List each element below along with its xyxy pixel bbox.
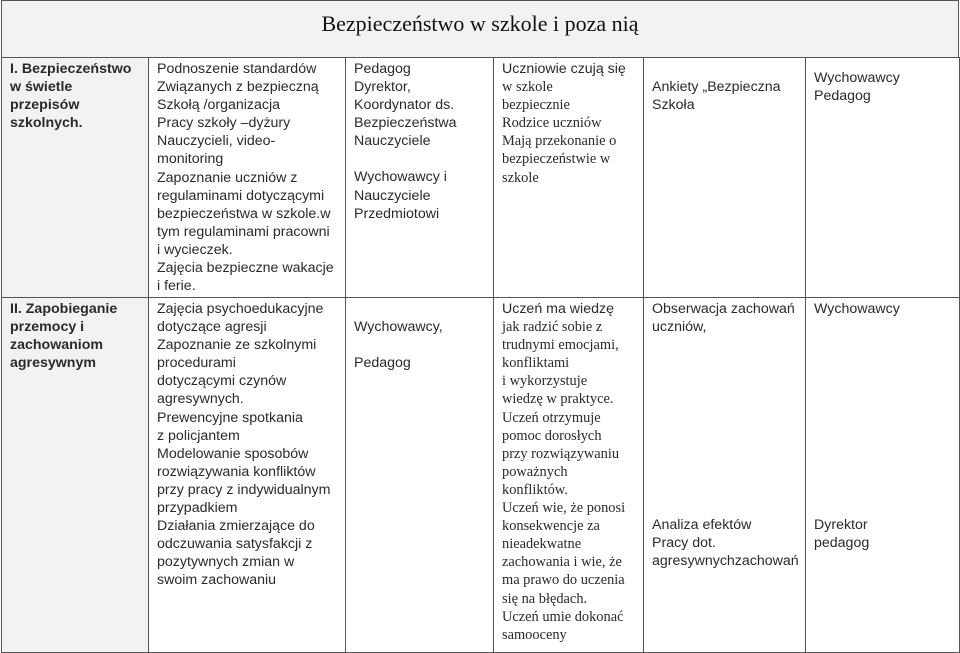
effect-line: zachowania i wie, że: [502, 554, 622, 571]
area-line: przepisów: [10, 97, 80, 114]
effect-line: samooceny: [502, 626, 567, 643]
task-line: Związanych z bezpieczną: [157, 79, 319, 96]
effect-line: Uczeń wie, że ponosi: [502, 500, 626, 517]
responsible-cell: [346, 58, 494, 298]
task-line: Działania zmierzające do: [157, 518, 315, 535]
effect-line: bezpieczeństwie w: [502, 151, 611, 168]
task-line: procedurami: [157, 355, 236, 372]
task-line: z policjantem: [157, 427, 240, 444]
evaluation-cell: [644, 58, 806, 298]
evaluation-line: Analiza efektów: [652, 517, 752, 534]
task-line: Nauczycieli, video-: [157, 133, 276, 150]
task-line: Zapoznanie uczniów z: [157, 169, 298, 186]
responsible-line: Pedagog: [354, 61, 411, 77]
task-line: dotyczące agresji: [157, 319, 267, 336]
table-row: [2, 298, 960, 653]
evaluator-cell: [806, 58, 960, 298]
area-line: w świetle: [10, 79, 73, 96]
title-band: [1, 0, 959, 58]
effect-line: poważnych: [502, 463, 568, 480]
plan-table: [1, 57, 960, 653]
task-line: i ferie.: [157, 278, 196, 295]
responsible-line: Nauczyciele: [354, 187, 431, 204]
effect-line: Uczeń otrzymuje: [502, 409, 601, 426]
effect-line: trudnymi emocjami,: [502, 337, 619, 354]
effect-line: przy rozwiązywaniu: [502, 445, 620, 462]
effect-line: konfliktami: [502, 355, 570, 372]
task-line: swoim zachowaniu: [157, 572, 277, 589]
evaluator-cell: [806, 298, 960, 653]
effect-line: Rodzice uczniów: [502, 115, 602, 132]
task-line: Zapoznanie ze szkolnymi: [157, 337, 317, 354]
effects-cell: [494, 58, 644, 298]
responsible-line: Pedagog: [354, 355, 411, 372]
page-title: Bezpieczeństwo w szkole i poza nią: [321, 11, 639, 36]
evaluator-line: Wychowawcy: [814, 70, 900, 86]
responsible-line: Bezpieczeństwa: [354, 115, 457, 132]
evaluation-cell: [644, 298, 806, 653]
evaluator-line: Dyrektor: [814, 517, 868, 534]
evaluation-line: agresywnychzachowań: [652, 553, 799, 570]
task-line: Modelowanie sposobów: [157, 445, 309, 462]
task-line: odczuwania satysfakcji z: [157, 536, 313, 553]
task-line: agresywnych.: [157, 391, 244, 408]
task-line: Pracy szkoły –dyżury: [157, 115, 291, 132]
responsible-line: Nauczyciele: [354, 133, 431, 150]
task-line: Zajęcia bezpieczne wakacje: [157, 260, 334, 277]
area-line: I. Bezpieczeństwo: [10, 61, 132, 77]
area-line: przemocy i: [10, 319, 85, 336]
evaluation-line: uczniów,: [652, 319, 707, 336]
task-line: Zajęcia psychoedukacyjne: [157, 301, 324, 317]
effect-line: szkole: [502, 169, 539, 186]
area-line: agresywnym: [10, 355, 96, 372]
responsible-line: Dyrektor,: [354, 79, 411, 96]
evaluation-line: Pracy dot.: [652, 535, 716, 552]
task-line: bezpieczeństwa w szkole.w: [157, 205, 331, 222]
evaluation-line: Szkoła: [652, 97, 695, 114]
evaluation-line: Obserwacja zachowań: [652, 301, 795, 317]
area-cell: [2, 58, 149, 298]
effect-line: jak radzić sobie z: [502, 319, 603, 336]
evaluator-line: Wychowawcy: [814, 301, 900, 317]
area-line: zachowaniom: [10, 337, 104, 354]
tasks-cell: [149, 298, 346, 653]
area-cell: [2, 298, 149, 653]
effect-line: konsekwencje za: [502, 518, 600, 535]
task-line: rozwiązywania konfliktów: [157, 463, 316, 480]
task-line: tym regulaminami pracowni: [157, 223, 330, 240]
responsible-cell: [346, 298, 494, 653]
effect-line: bezpiecznie: [502, 97, 570, 114]
effect-line: pomoc dorosłych: [502, 427, 602, 444]
evaluator-line: pedagog: [814, 535, 870, 552]
table-row: [2, 58, 960, 298]
task-line: Szkołą /organizacja: [157, 97, 281, 114]
task-line: dotyczącymi czynów: [157, 373, 287, 390]
responsible-line: Przedmiotowi: [354, 205, 440, 222]
task-line: przypadkiem: [157, 500, 238, 517]
task-line: Prewencyjne spotkania: [157, 409, 303, 426]
area-line: szkolnych.: [10, 115, 83, 132]
tasks-cell: [149, 58, 346, 298]
task-line: regulaminami dotyczącymi: [157, 187, 325, 204]
task-line: i wycieczek.: [157, 241, 233, 258]
effect-line: Uczniowie czują się: [502, 61, 626, 77]
effect-line: konfliktów.: [502, 481, 568, 498]
area-line: II. Zapobieganie: [10, 301, 118, 317]
effect-line: się na błędach.: [502, 590, 588, 607]
effect-line: Uczeń ma wiedzę: [502, 301, 614, 317]
evaluation-line: Ankiety „Bezpieczna: [652, 79, 781, 95]
effect-line: ma prawo do uczenia: [502, 572, 625, 589]
effects-cell: [494, 298, 644, 653]
effect-line: Mają przekonanie o: [502, 133, 617, 150]
task-line: przy pracy z indywidualnym: [157, 481, 331, 498]
effect-line: Uczeń umie dokonać: [502, 608, 624, 625]
responsible-line: Wychowawcy,: [354, 319, 443, 335]
effect-line: nieadekwatne: [502, 536, 582, 553]
effect-line: wiedzę w praktyce.: [502, 391, 614, 408]
task-line: pozytywnych zmian w: [157, 554, 295, 571]
effect-line: w szkole: [502, 79, 553, 96]
task-line: monitoring: [157, 151, 224, 168]
responsible-line: Koordynator ds.: [354, 97, 455, 114]
task-line: Podnoszenie standardów: [157, 61, 317, 77]
responsible-line: Wychowawcy i: [354, 169, 447, 186]
evaluator-line: Pedagog: [814, 88, 871, 105]
effect-line: i wykorzystuje: [502, 373, 588, 390]
